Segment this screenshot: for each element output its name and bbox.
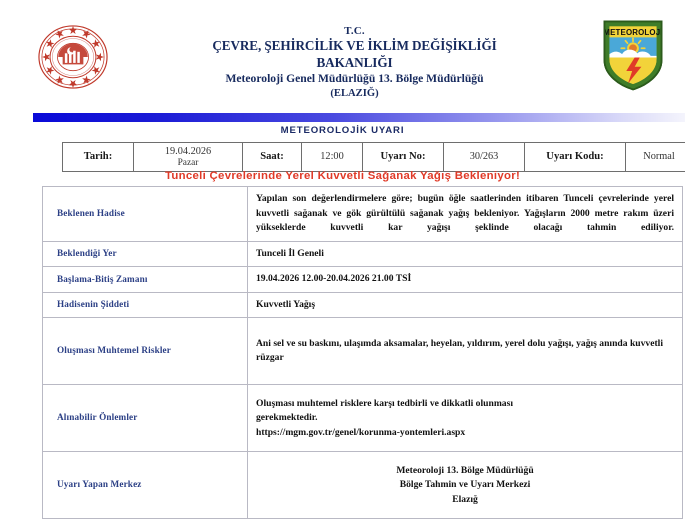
saat-value: 12:00 [302, 143, 363, 172]
svg-text:METEOROLOJİ: METEOROLOJİ [603, 28, 662, 37]
merkez-line1: Meteoroloji 13. Bölge Müdürlüğü [256, 464, 674, 479]
siddet-label: Hadisenin Şiddeti [43, 292, 248, 318]
title-tc: T.C. [110, 24, 599, 38]
table-row [43, 318, 683, 385]
merkez-line3: Elazığ [256, 493, 674, 508]
tarih-value [134, 143, 243, 172]
onlemler-label: Alınabilir Önlemler [43, 385, 248, 452]
baslama-bitis-label: Başlama-Bitiş Zamanı [43, 267, 248, 293]
onlemler-line1: Oluşması muhtemel risklere karşı tedbirli ve dikkatli olunması [256, 397, 674, 412]
uyari-kodu-label: Uyarı Kodu: [525, 143, 626, 172]
merkez-label: Uyarı Yapan Merkez [43, 452, 248, 519]
ministry-seal-icon [36, 20, 110, 94]
warning-info-table [62, 142, 685, 172]
table-row [43, 241, 683, 267]
beklenen-hadise-label: Beklenen Hadise [43, 187, 248, 242]
table-row [43, 452, 683, 519]
table-row [43, 267, 683, 293]
merkez-value [248, 452, 683, 519]
title-ministry-line2: BAKANLIĞI [110, 55, 599, 72]
riskler-value: Ani sel ve su baskını, ulaşımda aksamalar, heyelan, yıldırım, yerel dolu yağışı, yağış anında kuvvetli rüzgar [248, 318, 683, 385]
title-ministry-line1: ÇEVRE, ŞEHİRCİLİK VE İKLİM DEĞİŞİKLİĞİ [110, 38, 599, 55]
onlemler-value [248, 385, 683, 452]
header-title-block [110, 18, 599, 100]
table-row [43, 292, 683, 318]
meteoroloji-badge-icon [599, 18, 667, 92]
siddet-value: Kuvvetli Yağış [248, 292, 683, 318]
uyari-no-label: Uyarı No: [363, 143, 444, 172]
baslama-bitis-value: 19.04.2026 12.00-20.04.2026 21.00 TSİ [248, 267, 683, 293]
alert-headline: Tunceli Çevrelerinde Yerel Kuvvetli Sağanak Yağış Bekleniyor! [0, 170, 685, 182]
saat-label: Saat: [243, 143, 302, 172]
beklenen-hadise-value: Yapılan son değerlendirmelere göre; bugün öğle saatlerinden itibaren Tunceli çevrelerinde yerel kuvvetli sağanak ve gök gürültülü sağanak yağış bekleniyor. Yağışların 2000 metre rakım üzeri yükseklerde kuvvetli kar yağışı şeklinde olacağı tahmin ediliyor. [248, 187, 683, 242]
tarih-date: 19.04.2026 [165, 146, 211, 157]
beklendigi-yer-value: Tunceli İl Geneli [248, 241, 683, 267]
table-row [43, 385, 683, 452]
uyari-no-value: 30/263 [444, 143, 525, 172]
title-directorate: Meteoroloji Genel Müdürlüğü 13. Bölge Müdürlüğü [110, 72, 599, 87]
title-city: (ELAZIĞ) [110, 87, 599, 101]
document-heading: METEOROLOJİK UYARI [0, 125, 685, 136]
tarih-label: Tarih: [63, 143, 134, 172]
merkez-line2: Bölge Tahmin ve Uyarı Merkezi [256, 478, 674, 493]
warning-detail-table [42, 186, 683, 519]
table-row [43, 187, 683, 242]
header-gradient-divider [33, 113, 685, 122]
document-header [0, 0, 685, 105]
info-table-row [63, 143, 685, 172]
onlemler-url-link[interactable]: https://mgm.gov.tr/genel/korunma-yontemleri.aspx [256, 426, 674, 441]
riskler-label: Oluşması Muhtemel Riskler [43, 318, 248, 385]
uyari-kodu-value: Normal [626, 143, 685, 172]
tarih-day: Pazar [138, 158, 238, 169]
onlemler-line2: gerekmektedir. [256, 411, 674, 426]
beklendigi-yer-label: Beklendiği Yer [43, 241, 248, 267]
